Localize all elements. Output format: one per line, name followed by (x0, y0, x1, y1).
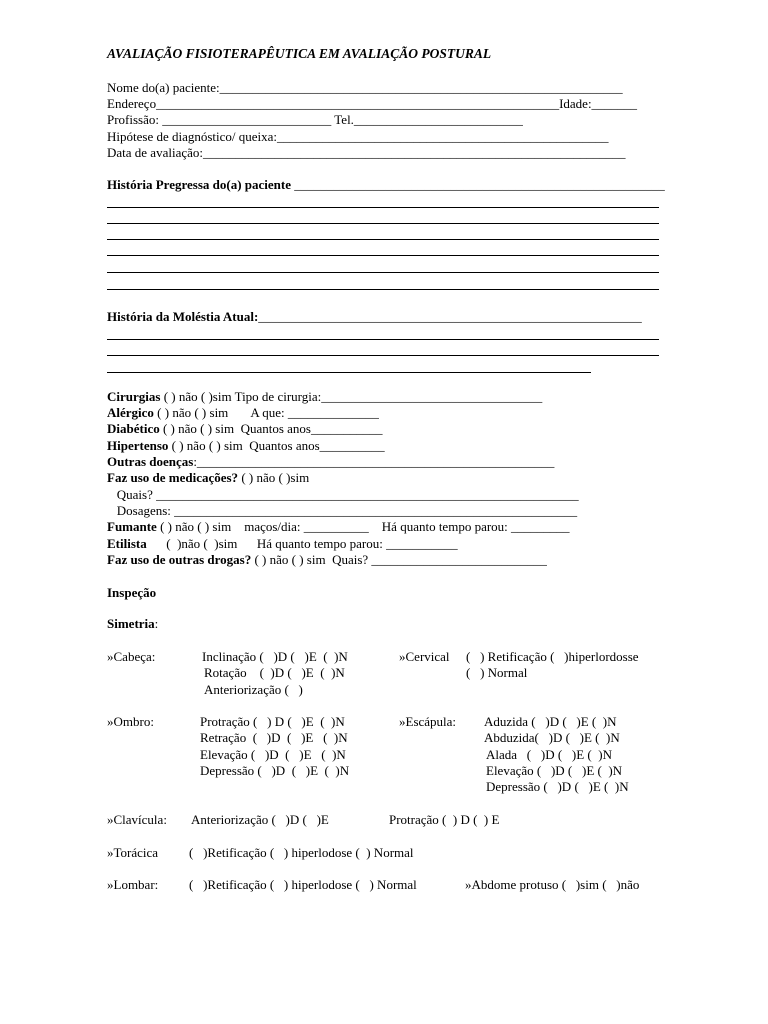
alcohol-row[interactable] (107, 536, 458, 551)
dosages-field[interactable]: Dosagens: ______________________________________________________________ (107, 503, 578, 518)
patient-name-field[interactable]: Nome do(a) paciente:______________________________________________________________ (107, 80, 623, 95)
lumbar-options[interactable]: ( )Retificação ( ) hiperlodose ( ) Normal (189, 877, 417, 892)
smoker-label: Fumante (107, 519, 157, 534)
current-illness-line[interactable] (107, 309, 642, 324)
thoracic-label: »Torácica (107, 845, 159, 860)
drugs-options[interactable]: ( ) não ( ) sim Quais? ___________________________ (251, 552, 547, 567)
shoulder-label: »Ombro: (107, 714, 154, 729)
smoker-options[interactable]: ( ) não ( ) sim maços/dia: __________ Há quanto tempo parou: _________ (156, 519, 570, 534)
current-illness-line-3[interactable] (107, 372, 591, 373)
shoulder-depression-options[interactable]: Depressão ( )D ( )E ( )N (200, 763, 350, 778)
medications-which-field[interactable]: Quais? _________________________________________________________________ (107, 487, 579, 502)
diabetic-row[interactable] (107, 421, 383, 436)
cervical-normal-option[interactable]: ( ) Normal (466, 665, 528, 680)
medications-label: Faz uso de medicações? (107, 470, 239, 485)
current-illness-line-2[interactable] (107, 355, 659, 356)
inspection-heading: Inspeção (107, 585, 157, 600)
surgeries-options[interactable]: ( ) não ( )sim Tipo de cirurgia:__________________________________ (160, 389, 543, 404)
hypertensive-label: Hipertenso (107, 438, 169, 453)
hypertensive-options[interactable]: ( ) não ( ) sim Quantos anos__________ (168, 438, 385, 453)
scapula-depression-options[interactable]: Depressão ( )D ( )E ( )N (486, 779, 629, 794)
shoulder-elevation-options[interactable]: Elevação ( )D ( )E ( )N (200, 747, 346, 762)
surgeries-row[interactable] (107, 389, 542, 404)
allergic-options[interactable]: ( ) não ( ) sim A que: ______________ (153, 405, 379, 420)
past-history-label: História Pregressa do(a) paciente (107, 177, 292, 192)
smoker-row[interactable] (107, 519, 570, 534)
address-age-field[interactable]: Endereço______________________________________________________________Idade:_______ (107, 96, 638, 111)
abdomen-protruding-options[interactable]: »Abdome protuso ( )sim ( )não (465, 877, 640, 892)
head-rotation-options[interactable]: Rotação ( )D ( )E ( )N (204, 665, 345, 680)
clavicle-anteriorization-options[interactable]: Anteriorização ( )D ( )E (191, 812, 329, 827)
past-history-line-6[interactable] (107, 289, 659, 290)
past-history-blank[interactable]: _________________________________________________________ (291, 177, 665, 192)
evaluation-date-field[interactable]: Data de avaliação:_________________________________________________________________ (107, 145, 626, 160)
other-diseases-blank[interactable]: :_______________________________________________________ (193, 454, 555, 469)
past-history-line-3[interactable] (107, 239, 659, 240)
alcohol-options[interactable]: ( )não ( )sim Há quanto tempo parou: ___________ (146, 536, 458, 551)
symmetry-label: Simetria (107, 616, 155, 631)
other-diseases-row[interactable] (107, 454, 554, 469)
cervical-label: »Cervical (399, 649, 450, 664)
profession-phone-field[interactable]: Profissão: __________________________ Tel.__________________________ (107, 112, 523, 127)
alcohol-label: Etilista (107, 536, 147, 551)
other-diseases-label: Outras doenças (107, 454, 194, 469)
diabetic-options[interactable]: ( ) não ( ) sim Quantos anos___________ (159, 421, 383, 436)
scapula-winged-options[interactable]: Alada ( )D ( )E ( )N (486, 747, 612, 762)
current-illness-line-1[interactable] (107, 339, 659, 340)
hypertensive-row[interactable] (107, 438, 385, 453)
past-history-line[interactable] (107, 177, 665, 192)
form-title: AVALIAÇÃO FISIOTERAPÊUTICA EM AVALIAÇÃO POSTURAL (107, 46, 492, 61)
drugs-row[interactable] (107, 552, 547, 567)
medications-row[interactable] (107, 470, 309, 485)
head-anteriorization-options[interactable]: Anteriorização ( ) (204, 682, 303, 697)
lumbar-label: »Lombar: (107, 877, 159, 892)
scapula-abducted-options[interactable]: Abduzida( )D ( )E ( )N (484, 730, 620, 745)
allergic-label: Alérgico (107, 405, 154, 420)
drugs-label: Faz uso de outras drogas? (107, 552, 252, 567)
surgeries-label: Cirurgias (107, 389, 161, 404)
symmetry-heading (107, 616, 158, 631)
symmetry-colon: : (154, 616, 159, 631)
head-inclination-options[interactable]: Inclinação ( )D ( )E ( )N (202, 649, 348, 664)
cervical-options[interactable]: ( ) Retificação ( )hiperlordosse (466, 649, 639, 664)
medications-options[interactable]: ( ) não ( )sim (238, 470, 310, 485)
head-label: »Cabeça: (107, 649, 156, 664)
clavicle-label: »Clavícula: (107, 812, 167, 827)
shoulder-retraction-options[interactable]: Retração ( )D ( )E ( )N (200, 730, 348, 745)
thoracic-options[interactable]: ( )Retificação ( ) hiperlodose ( ) Normal (189, 845, 414, 860)
clavicle-protraction-options[interactable]: Protração ( ) D ( ) E (389, 812, 500, 827)
past-history-line-2[interactable] (107, 223, 659, 224)
shoulder-protraction-options[interactable]: Protração ( ) D ( )E ( )N (200, 714, 345, 729)
past-history-line-1[interactable] (107, 207, 659, 208)
current-illness-label: História da Moléstia Atual: (107, 309, 259, 324)
scapula-elevation-options[interactable]: Elevação ( )D ( )E ( )N (486, 763, 623, 778)
past-history-line-5[interactable] (107, 272, 659, 273)
scapula-adducted-options[interactable]: Aduzida ( )D ( )E ( )N (484, 714, 617, 729)
diagnosis-field[interactable]: Hipótese de diagnóstico/ queixa:___________________________________________________ (107, 129, 609, 144)
scapula-label: »Escápula: (399, 714, 457, 729)
diabetic-label: Diabético (107, 421, 160, 436)
allergic-row[interactable] (107, 405, 379, 420)
current-illness-blank[interactable]: ___________________________________________________________ (258, 309, 642, 324)
past-history-line-4[interactable] (107, 255, 659, 256)
